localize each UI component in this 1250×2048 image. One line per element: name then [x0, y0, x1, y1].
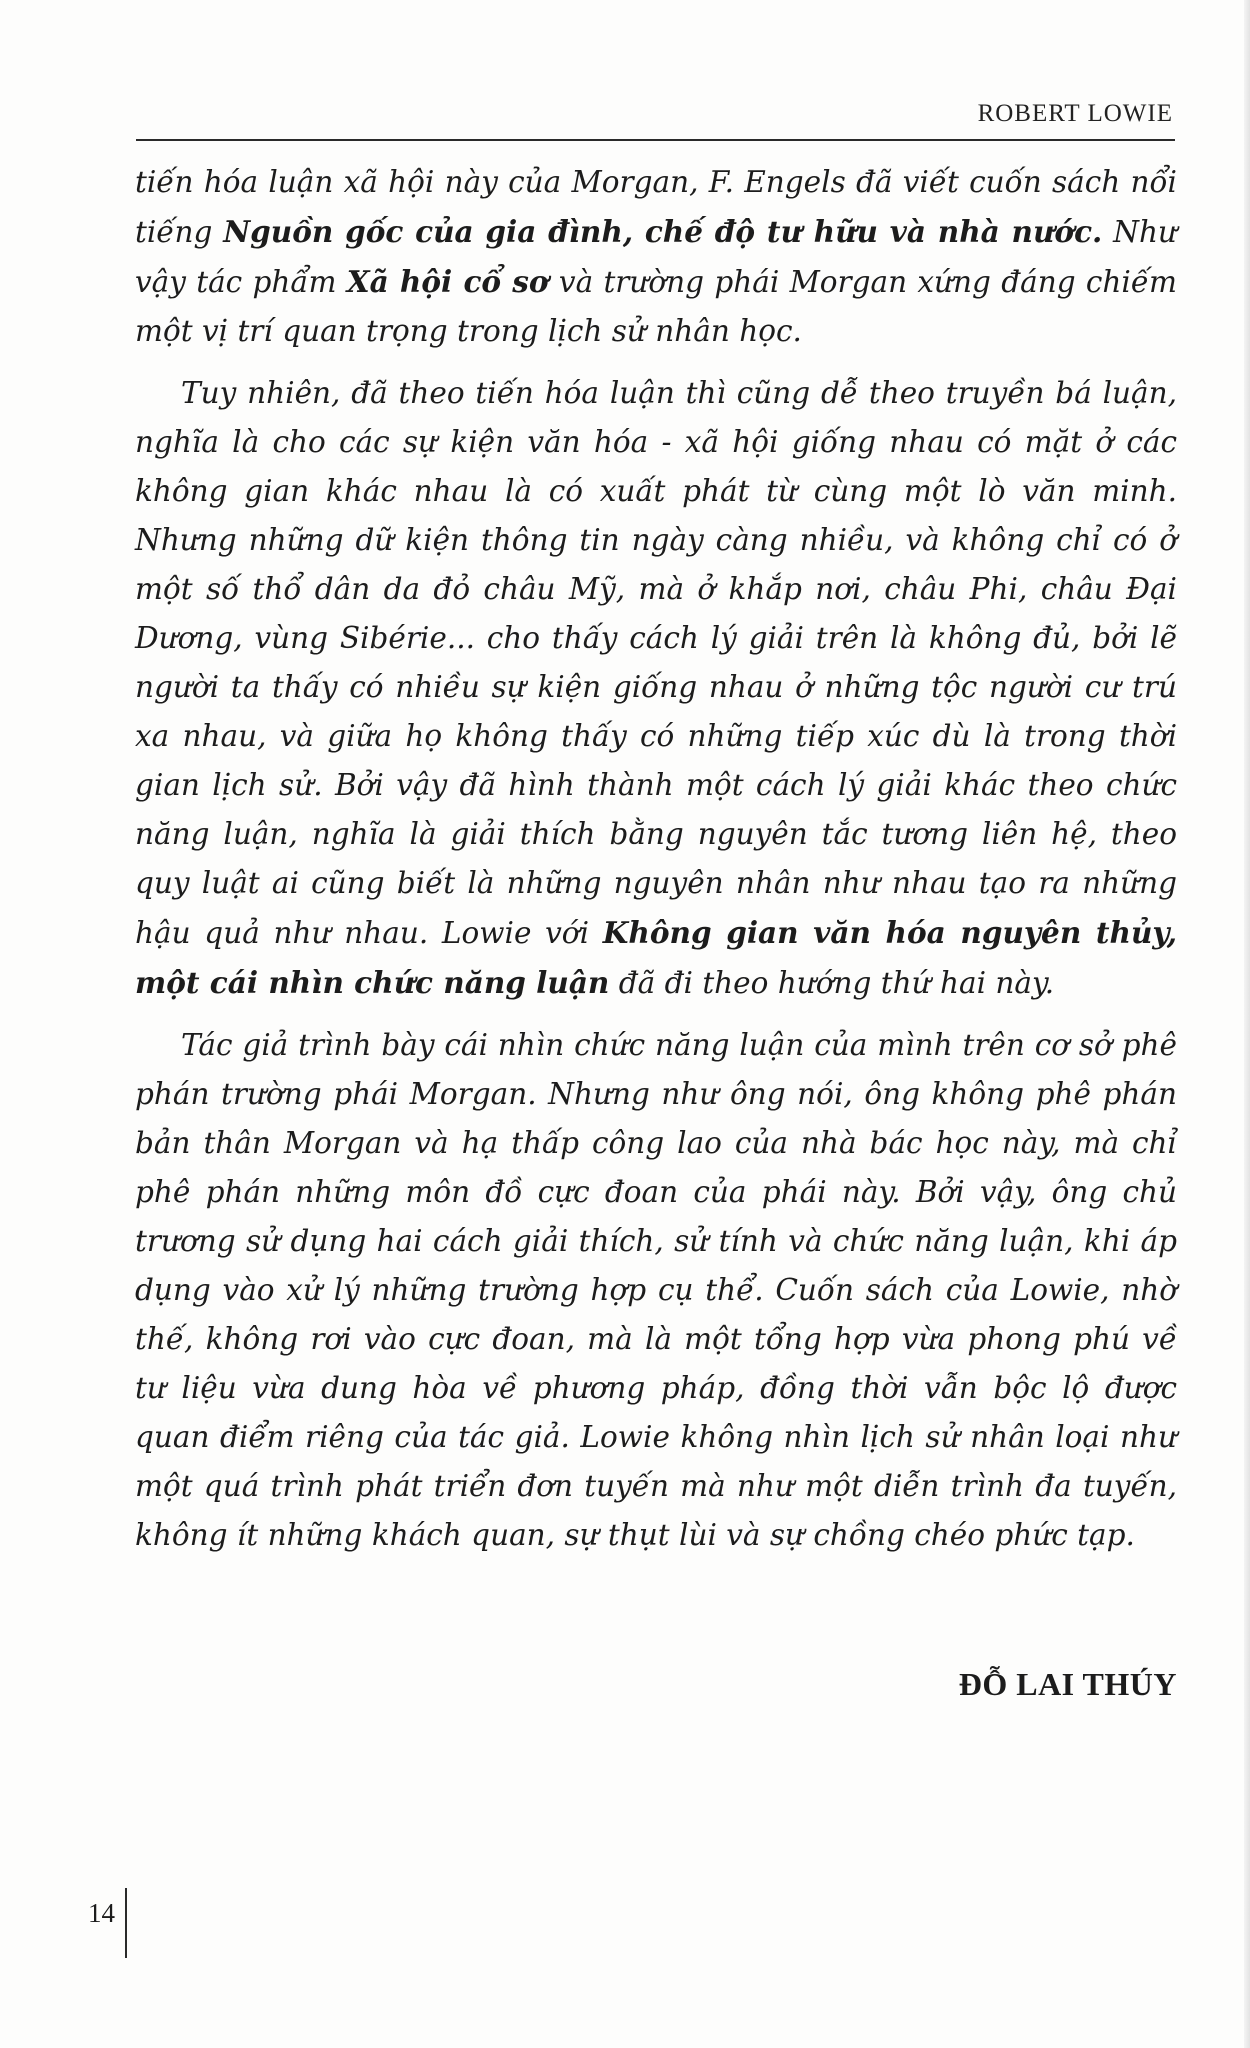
page-number-divider [125, 1888, 127, 1958]
book-title-ancient-society: Xã hội cổ sơ [346, 264, 549, 299]
paragraph-2-text-b: đã đi theo hướng thứ hai này. [609, 966, 1055, 1000]
book-title-origin-of-family: Nguồn gốc của gia đình, chế độ tư hữu và nhà nước. [223, 214, 1103, 249]
page-number: 14 [88, 1898, 115, 1928]
paragraph-2 [135, 369, 1177, 1008]
page-edge-shadow [1244, 0, 1250, 2048]
body-text [135, 158, 1177, 1573]
paragraph-1-text-a: tiến hóa luận xã hội này của Morgan, F. Engels đã viết cuốn sách nổi tiếng [135, 165, 1177, 249]
author-signature: ĐỖ LAI THÚY [958, 1666, 1177, 1702]
paragraph-1-text-b: Như vậy tác phẩm [135, 215, 1177, 299]
paragraph-3 [135, 1021, 1177, 1560]
header-divider [136, 139, 1175, 141]
paragraph-3-text: Tác giả trình bày cái nhìn chức năng luận của mình trên cơ sở phê phán trường phái Morgan. Nhưng như ông nói, ông không phê phán bản thân Morgan và hạ thấp công lao của nhà bác học này, mà chỉ phê phán những môn đồ cực đoan của phái này. Bởi vậy, ông chủ trương sử dụng hai cách giải thích, sử tính và chức năng luận, khi áp dụng vào xử lý những trường hợp cụ thể. Cuốn sách của Lowie, nhờ thế, không rơi vào cực đoan, mà là một tổng hợp vừa phong phú về tư liệu vừa dung hòa về phương pháp, đồng thời vẫn bộc lộ được quan điểm riêng của tác giả. Lowie không nhìn lịch sử nhân loại như một quá trình phát triển đơn tuyến mà như một diễn trình đa tuyến, không ít những khách quan, sự thụt lùi và sự chồng chéo phức tạp. [135, 1028, 1177, 1552]
running-header: ROBERT LOWIE [977, 100, 1173, 127]
book-title-primitive-cultural-space: Không gian văn hóa nguyên thủy, một cái nhìn chức năng luận [135, 915, 1177, 1000]
paragraph-1-text-c: và trường phái Morgan xứng đáng chiếm một vị trí quan trọng trong lịch sử nhân học. [135, 265, 1177, 348]
paragraph-1 [135, 158, 1177, 356]
paragraph-2-text-a: Tuy nhiên, đã theo tiến hóa luận thì cũng dễ theo truyền bá luận, nghĩa là cho các sự kiện văn hóa - xã hội giống nhau có mặt ở các không gian khác nhau là có xuất phát từ cùng một lò văn minh. Nhưng những dữ kiện thông tin ngày càng nhiều, và không chỉ có ở một số thổ dân da đỏ châu Mỹ, mà ở khắp nơi, châu Phi, châu Đại Dương, vùng Sibérie... cho thấy cách lý giải trên là không đủ, bởi lẽ người ta thấy có nhiều sự kiện giống nhau ở những tộc người cư trú xa nhau, và giữa họ không thấy có những tiếp xúc dù là trong thời gian lịch sử. Bởi vậy đã hình thành một cách lý giải khác theo chức năng luận, nghĩa là giải thích bằng nguyên tắc tương liên hệ, theo quy luật ai cũng biết là những nguyên nhân như nhau tạo ra những hậu quả như nhau. Lowie với [135, 376, 1177, 950]
